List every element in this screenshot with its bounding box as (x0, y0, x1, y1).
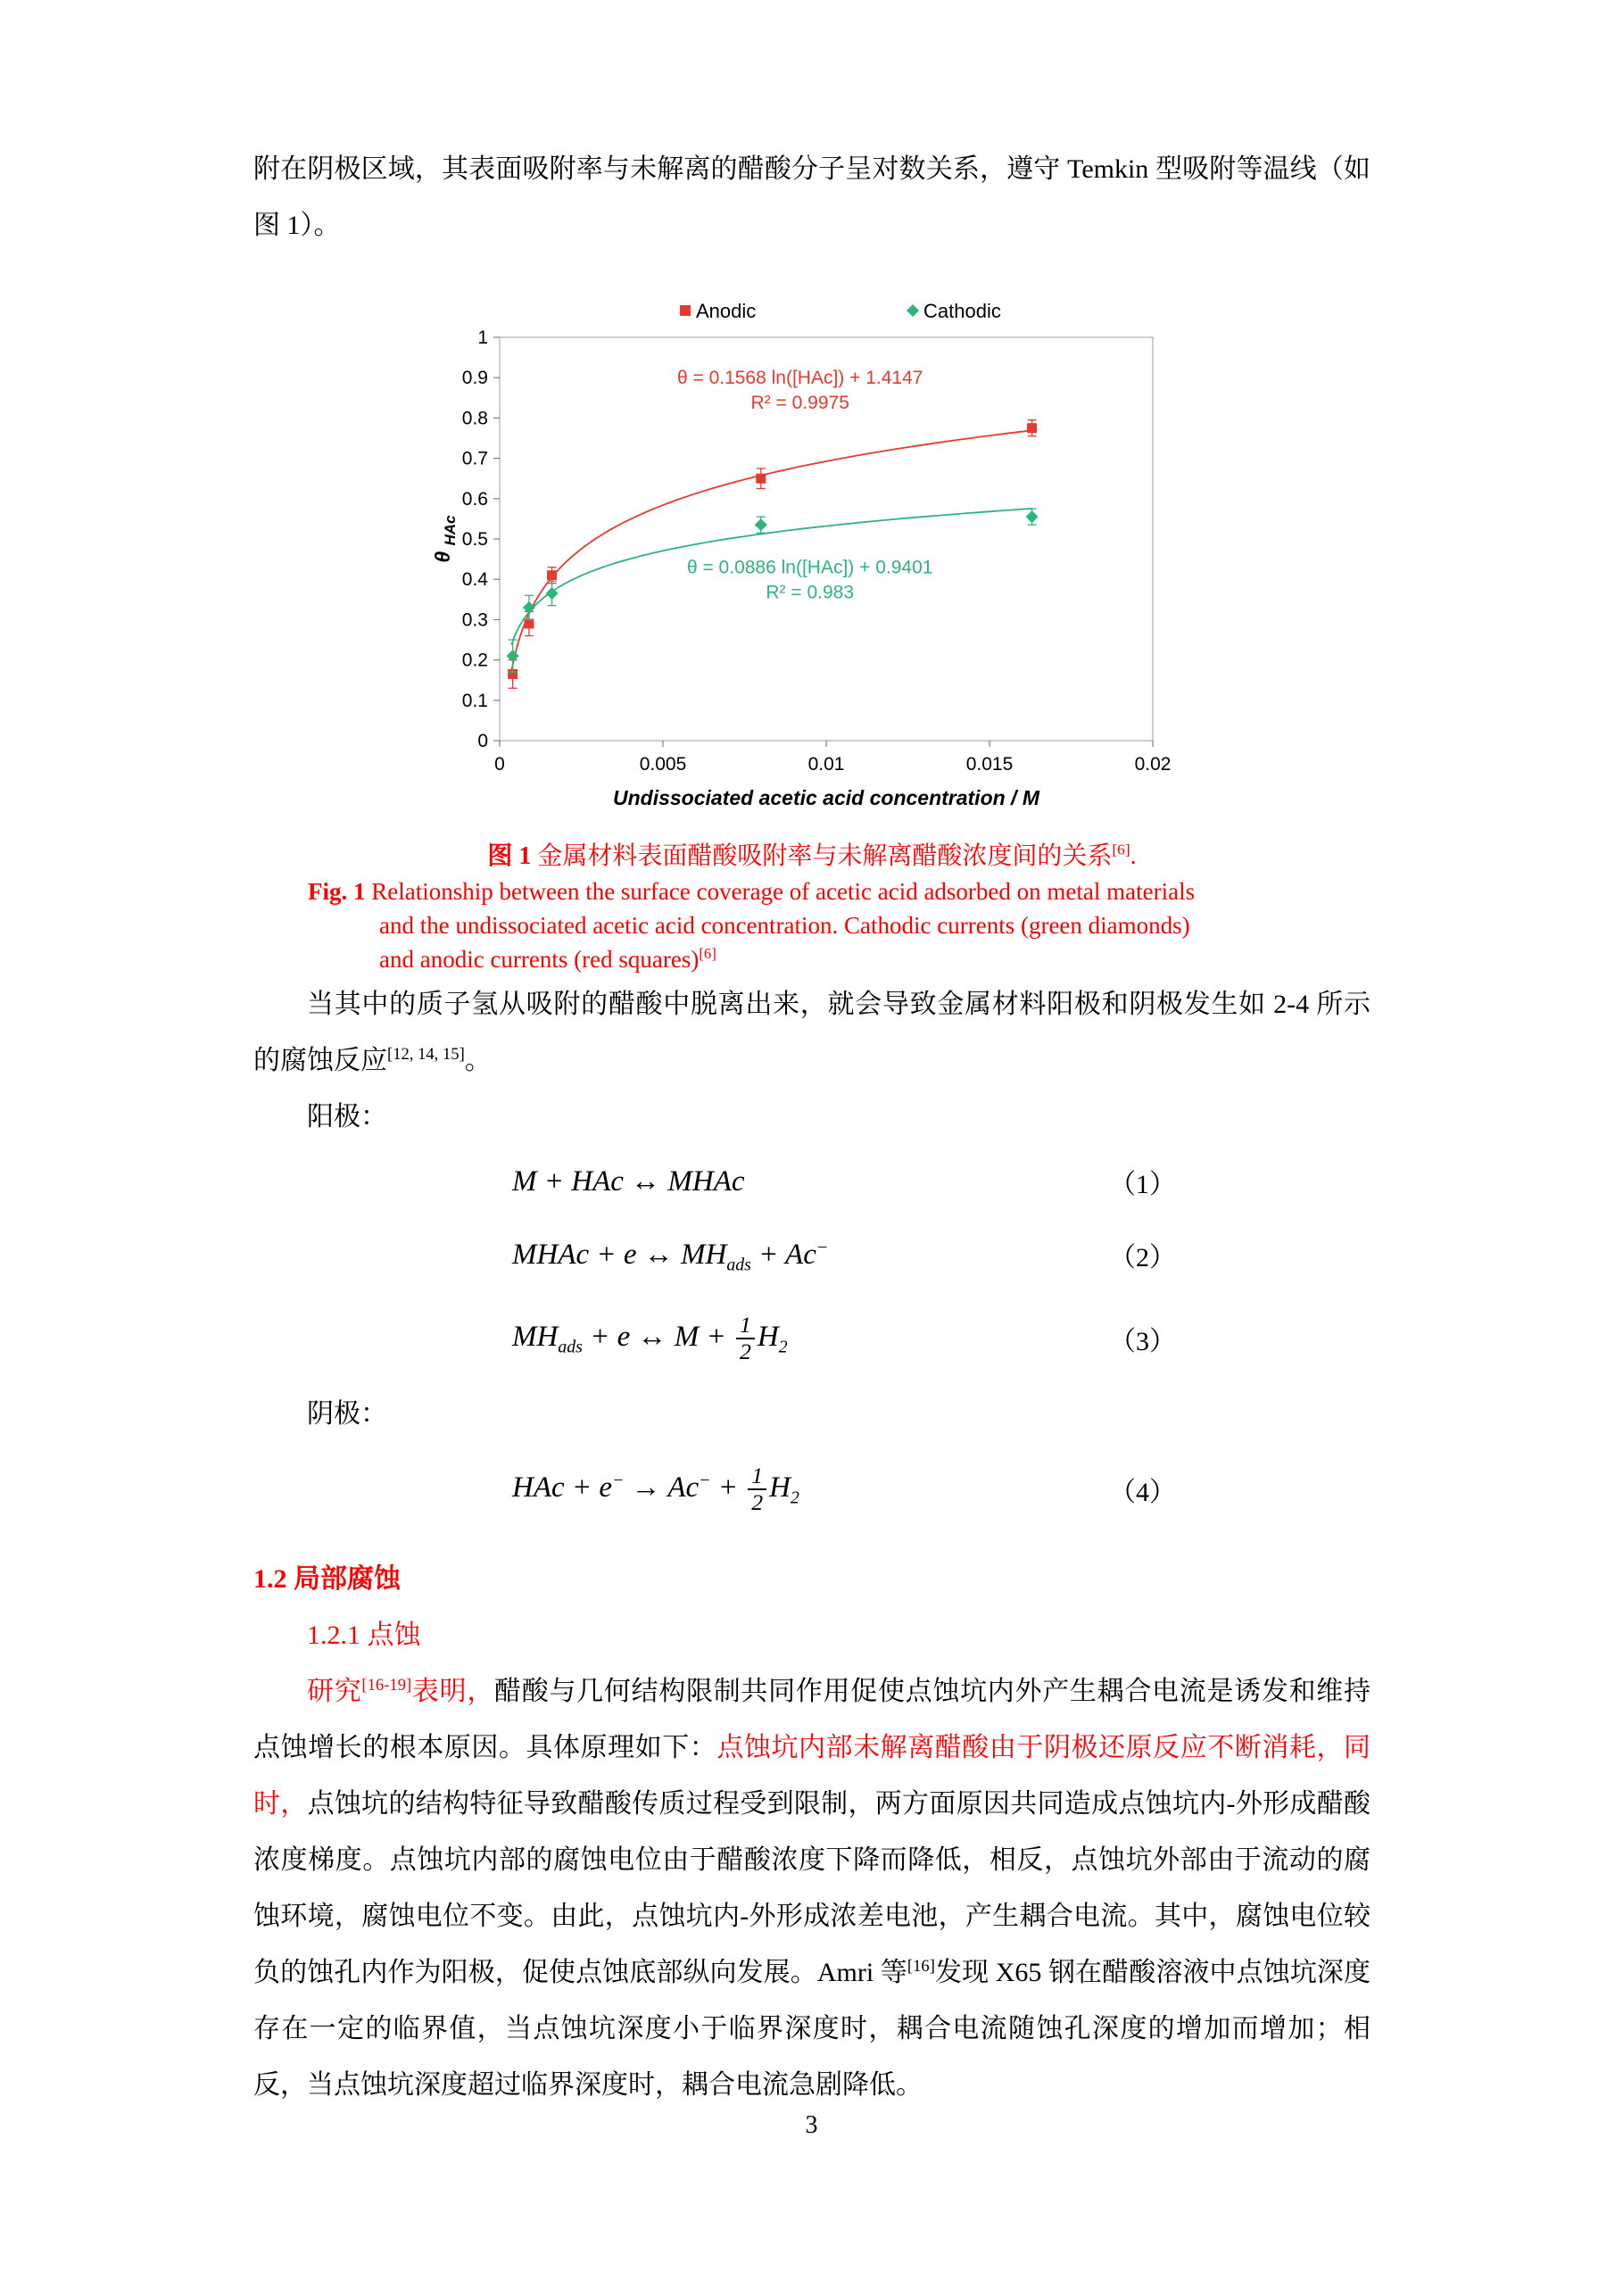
y-tick-label: 0.6 (461, 488, 488, 510)
y-axis-label: θ $_{HAc}$ (431, 515, 459, 563)
equation-1 (512, 1145, 1370, 1218)
equations-anode (253, 1145, 1370, 1386)
eq-token: + e ↔ M + (582, 1320, 733, 1353)
y-tick-label: 0.4 (461, 569, 488, 591)
text-run: Fig. 1 (308, 878, 366, 905)
data-point (524, 618, 534, 628)
x-tick-label: 0.01 (807, 754, 845, 775)
figure-caption-en-line1 (308, 874, 1370, 908)
y-tick-label: 0.1 (461, 690, 488, 711)
data-point (1027, 423, 1037, 433)
y-tick-label: 0.7 (461, 448, 488, 469)
y-tick-label: 0.2 (461, 650, 488, 671)
y-tick-label: 0.3 (461, 609, 488, 631)
data-point (547, 570, 557, 580)
text-run: 金属材料表面醋酸吸附率与未解离醋酸浓度间的关系 (537, 842, 1113, 870)
chart-canvas (428, 294, 1196, 830)
figure-1-chart (428, 294, 1196, 830)
eq-token: MHAc + e ↔ MH (512, 1238, 727, 1271)
fit-curve (511, 430, 1031, 671)
eq-token: MH (512, 1320, 559, 1353)
x-tick-label: 0 (494, 754, 505, 775)
text-run: 点蚀坑的结构特征导致醋酸传质过程受到限制，两方面原因共同造成点蚀坑内-外形成醋酸浓度梯度。点蚀坑内部的腐蚀电位由于醋酸浓度下降而降低，相反，点蚀坑外部由于流动的腐蚀环境，腐蚀电位不变。由此，点蚀坑内-外形成浓差电池，产生耦合电流。其中，腐蚀电位较负的蚀孔内作为阳极，促使点蚀底部纵向发展。Amri 等 (253, 1789, 1370, 1987)
fit-equation-label: θ = 0.1568 ln([HAc]) + 1.4147 (676, 367, 923, 388)
paragraph-intro: 附在阴极区域，其表面吸附率与未解离的醋酸分子呈对数关系，遵守 Temkin 型吸附等温线（如图 1）。 (253, 154, 1370, 240)
legend-label: Cathodic (923, 300, 1001, 322)
figure-caption-en (253, 874, 1370, 976)
eq-token: 2 (778, 1337, 788, 1357)
equation-4 (512, 1442, 1370, 1537)
eq-token: − (816, 1237, 829, 1257)
text-run: 点蚀坑内部未解离醋酸由于阴极还原反应不断消耗，同时， (253, 1733, 1371, 1819)
fraction: $\frac{1}{2}$ (736, 1313, 755, 1365)
eq-token: − (612, 1470, 625, 1490)
fit-r2-label: R² = 0.9975 (750, 392, 849, 413)
section-heading-1-2-1: 1.2.1 点蚀 (307, 1620, 421, 1650)
text-run: 。 (464, 1046, 492, 1075)
y-tick-label: 0.8 (461, 408, 488, 429)
fit-equation-label: θ = 0.0886 ln([HAc]) + 0.9401 (686, 557, 933, 578)
paragraph-pitting (253, 1663, 1370, 2113)
eq-token: ads (726, 1255, 751, 1275)
text-run: 研究 (307, 1677, 362, 1706)
text-run: [12, 14, 15] (387, 1045, 465, 1064)
text-run: 当其中的质子氢从吸附的醋酸中脱离出来，就会导致金属材料阳极和阴极发生如 2-4 所示的腐蚀反应 (253, 990, 1370, 1075)
data-point (1026, 510, 1039, 523)
page-number: 3 (805, 2111, 818, 2139)
equations-cathode (253, 1442, 1370, 1537)
eq-token: → Ac (624, 1471, 700, 1504)
text-run: 醋酸与几何结构限制共同作用促使点蚀坑内外产生耦合电流是诱发和维持点蚀增长的根本原因。具体原理如下： (253, 1677, 1371, 1762)
text-run: 发现 X65 钢在醋酸溶液中点蚀坑深度存在一定的临界值，当点蚀坑深度小于临界深度时，耦合电流随蚀孔深度的增加而增加；相反，当点蚀坑深度超过临界深度时，耦合电流急剧降低。 (253, 1958, 1370, 2100)
y-tick-label: 1 (477, 327, 488, 348)
section-heading-1-2: 1.2 局部腐蚀 (253, 1564, 401, 1594)
x-axis-label: Undissociated acetic acid concentration / M (612, 786, 1040, 809)
equation-2 (512, 1218, 1370, 1291)
text-run: 表明， (411, 1677, 495, 1706)
text-run: . (1130, 842, 1137, 870)
cathode-label: 阴极： (307, 1399, 387, 1429)
fit-r2-label: R² = 0.983 (766, 582, 855, 603)
x-tick-label: 0.005 (639, 754, 687, 775)
eq-token: − (699, 1470, 711, 1490)
eq-token: ads (558, 1337, 583, 1357)
text-run: and anodic currents (red squares) (379, 946, 700, 973)
data-point (756, 474, 766, 484)
equation-3-formula (512, 1313, 788, 1365)
equation-1-number: （1） (1109, 1170, 1176, 1199)
equation-2-number: （2） (1109, 1243, 1176, 1272)
equation-4-number: （4） (1109, 1478, 1176, 1507)
equation-3 (512, 1291, 1370, 1386)
eq-token: H (769, 1471, 791, 1504)
eq-token: M + HAc ↔ MHAc (512, 1165, 745, 1198)
eq-token: + (710, 1471, 746, 1504)
equation-1-formula (512, 1165, 745, 1198)
figure-caption-en-line2: and the undissociated acetic acid concentration. Cathodic currents (green diamonds) (379, 912, 1190, 939)
figure-1 (253, 294, 1370, 976)
eq-token: HAc + e (512, 1471, 613, 1504)
text-run: Relationship between the surface coverage of acetic acid adsorbed on metal materials (365, 878, 1196, 905)
data-point (755, 518, 767, 531)
x-tick-label: 0.02 (1134, 754, 1172, 775)
eq-token: H (757, 1320, 779, 1353)
figure-caption-cn (253, 839, 1370, 874)
anode-label: 阳极： (307, 1102, 387, 1131)
y-tick-label: 0.9 (461, 368, 488, 389)
equation-3-number: （3） (1109, 1327, 1176, 1356)
legend-marker-square (680, 305, 691, 316)
legend-label: Anodic (696, 300, 757, 322)
figure-caption-en-line3 (379, 942, 1370, 976)
equation-2-formula (512, 1237, 829, 1275)
legend-marker-diamond (907, 304, 919, 317)
fraction: $\frac{1}{2}$ (748, 1463, 766, 1516)
paragraph-proton (253, 976, 1370, 1089)
eq-token: + Ac (750, 1238, 816, 1271)
equation-4-formula (512, 1463, 799, 1516)
text-run: 图 1 (487, 842, 538, 870)
text-run: [16] (907, 1957, 935, 1976)
y-tick-label: 0.5 (461, 529, 488, 550)
text-run: [6] (1112, 841, 1130, 858)
page-content (253, 141, 1370, 2113)
text-run: [6] (699, 945, 716, 962)
x-tick-label: 0.015 (965, 754, 1014, 775)
y-tick-label: 0 (477, 731, 488, 751)
eq-token: 2 (791, 1488, 799, 1508)
text-run: [16-19] (361, 1676, 412, 1695)
